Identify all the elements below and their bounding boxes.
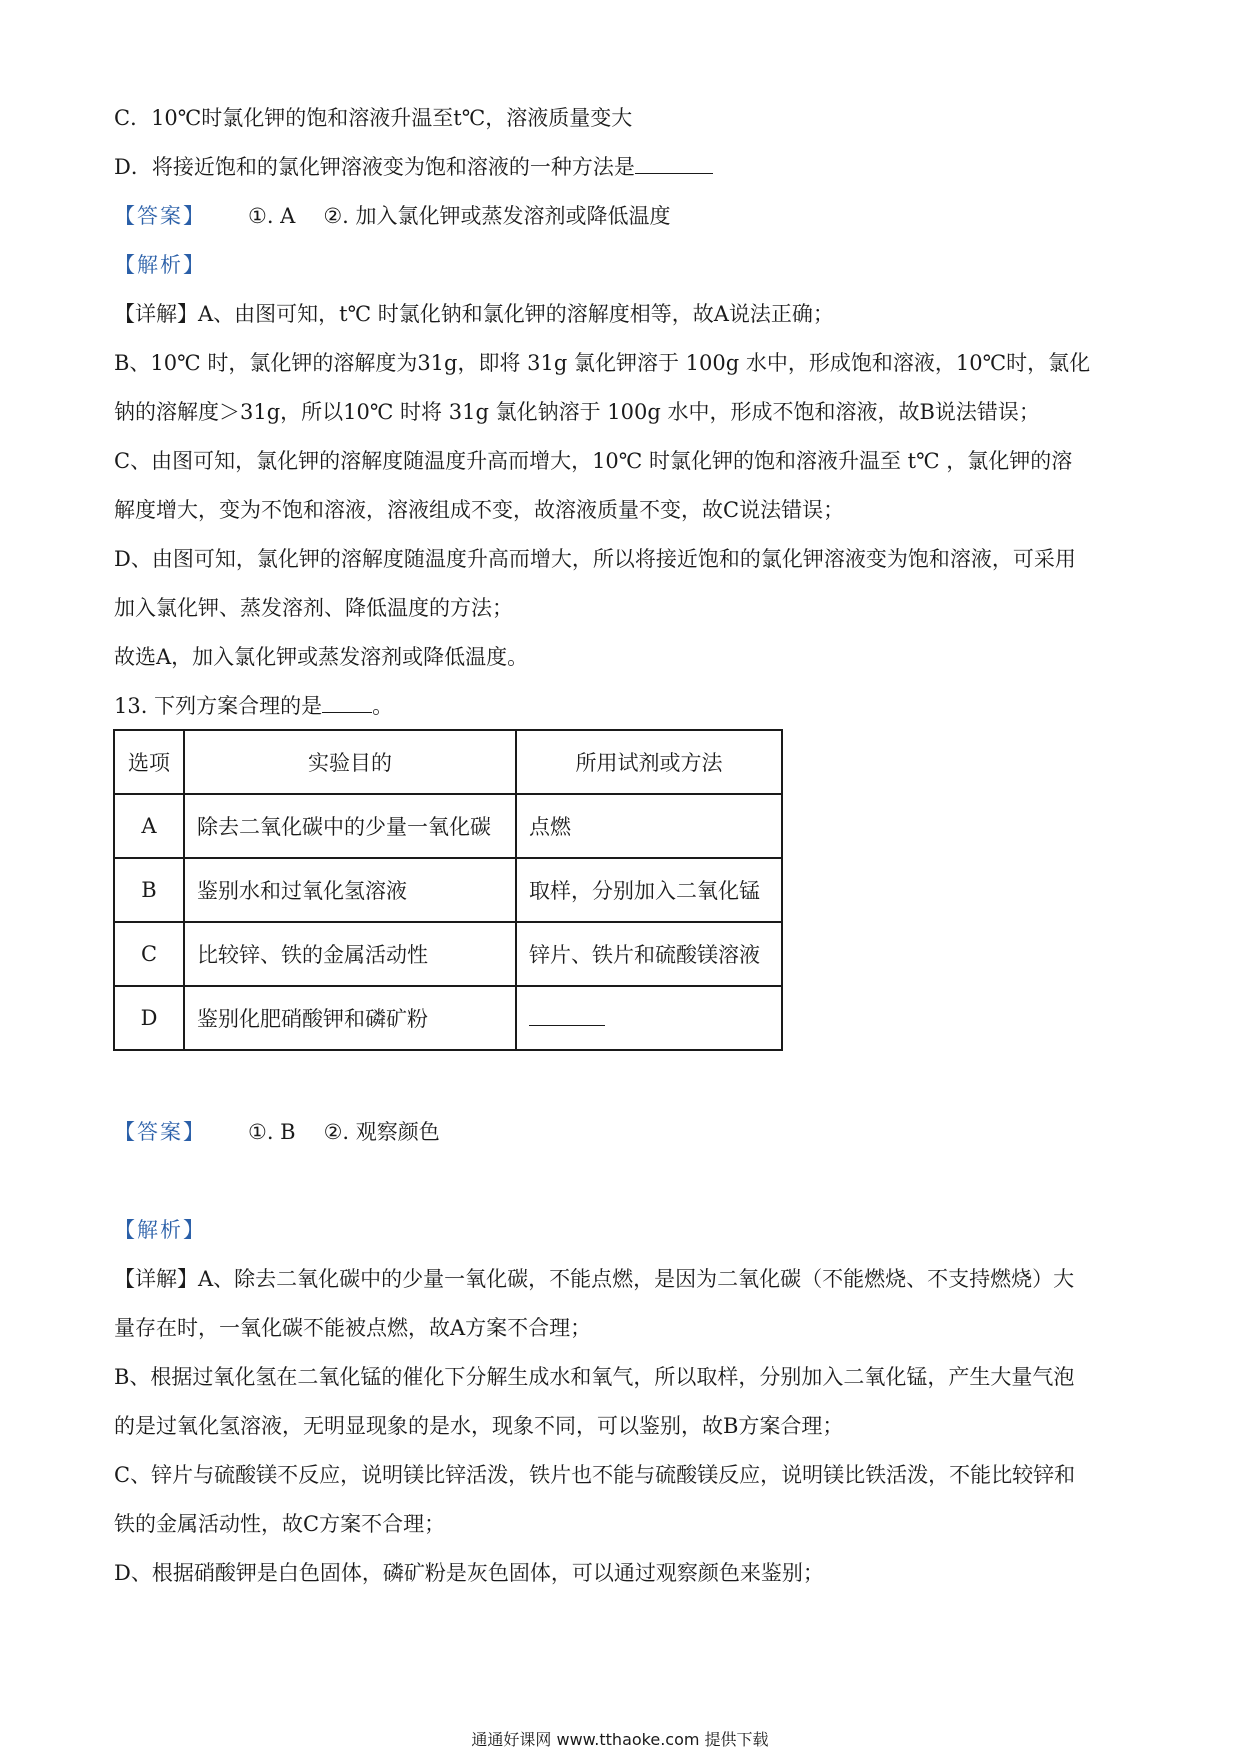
detail-line: B、根据过氧化氢在二氧化锰的催化下分解生成水和氧气，所以取样，分别加入二氧化锰，产生大量气泡 — [114, 1365, 1075, 1389]
detail-line: 铁的金属活动性，故C方案不合理； — [114, 1512, 446, 1536]
detail-line: D、根据硝酸钾是白色固体，磷矿粉是灰色固体，可以通过观察颜色来鉴别； — [114, 1561, 824, 1585]
table-cell-blank — [516, 986, 782, 1050]
analysis-tag: 【解析】 — [114, 253, 206, 277]
table-row — [114, 922, 782, 986]
answer-tag: 【答案】 — [114, 1120, 206, 1144]
table-header-cell: 所用试剂或方法 — [516, 730, 782, 794]
table-cell: C — [114, 922, 184, 986]
answer-blank — [635, 153, 713, 174]
table-row — [114, 858, 782, 922]
table-cell: 锌片、铁片和硫酸镁溶液 — [516, 922, 782, 986]
page-footer: 通通好课网 www.tthaoke.com 提供下载 — [471, 1730, 769, 1749]
question-end: 。 — [372, 694, 394, 718]
detail-line: 加入氯化钾、蒸发溶剂、降低温度的方法； — [114, 596, 513, 620]
table-cell: 鉴别化肥硝酸钾和磷矿粉 — [184, 986, 516, 1050]
detail-line: 解度增大，变为不饱和溶液，溶液组成不变，故溶液质量不变，故C说法错误； — [114, 498, 845, 522]
table-header-row — [114, 730, 782, 794]
detail-line: 故选A，加入氯化钾或蒸发溶剂或降低温度。 — [114, 645, 529, 669]
detail-line: B、10℃ 时，氯化钾的溶解度为31g，即将 31g 氯化钾溶于 100g 水中，形成饱和溶液，10℃时，氯化 — [114, 351, 1091, 375]
analysis-tag: 【解析】 — [114, 1218, 206, 1242]
answer-1: ①. A — [248, 204, 296, 228]
detail-line: C、锌片与硫酸镁不反应，说明镁比锌活泼，铁片也不能与硫酸镁反应，说明镁比铁活泼，不能比较锌和 — [114, 1463, 1076, 1487]
answer-line-q12 — [114, 201, 1126, 231]
table-cell: 比较锌、铁的金属活动性 — [184, 922, 516, 986]
answer-1: ①. B — [248, 1120, 296, 1144]
table-cell: B — [114, 858, 184, 922]
option-d — [114, 152, 1126, 182]
table-header-cell: 实验目的 — [184, 730, 516, 794]
detail-line: 【详解】A、除去二氧化碳中的少量一氧化碳，不能点燃，是因为二氧化碳（不能燃烧、不支持燃烧）大 — [114, 1267, 1075, 1291]
table-header-cell: 选项 — [114, 730, 184, 794]
question-13 — [114, 691, 1126, 721]
answer-blank — [529, 1005, 605, 1026]
analysis-tag-q12 — [114, 250, 1126, 280]
analysis-tag-q13 — [114, 1215, 1126, 1245]
detail-line: 的是过氧化氢溶液，无明显现象的是水，现象不同，可以鉴别，故B方案合理； — [114, 1414, 844, 1438]
detail-line: D、由图可知，氯化钾的溶解度随温度升高而增大，所以将接近饱和的氯化钾溶液变为饱和溶液，可采用 — [114, 547, 1076, 571]
question-blank — [322, 692, 372, 713]
detail-line: 钠的溶解度＞31g，所以10℃ 时将 31g 氯化钠溶于 100g 水中，形成不饱和溶液，故B说法错误； — [114, 400, 1040, 424]
table-cell: 取样，分别加入二氧化锰 — [516, 858, 782, 922]
option-c: C．10℃时氯化钾的饱和溶液升温至t℃，溶液质量变大 — [114, 106, 633, 130]
answer-tag: 【答案】 — [114, 204, 206, 228]
answer-2: ②. 加入氯化钾或蒸发溶剂或降低温度 — [323, 204, 671, 228]
detail-line: C、由图可知，氯化钾的溶解度随温度升高而增大，10℃ 时氯化钾的饱和溶液升温至 t℃ ，氯化钾的溶 — [114, 449, 1073, 473]
table-cell: 点燃 — [516, 794, 782, 858]
table-row — [114, 794, 782, 858]
question-text: 13. 下列方案合理的是 — [114, 694, 323, 718]
table-cell: A — [114, 794, 184, 858]
option-d-text: D．将接近饱和的氯化钾溶液变为饱和溶液的一种方法是 — [114, 155, 635, 179]
table-row — [114, 986, 782, 1050]
table-cell: 除去二氧化碳中的少量一氧化碳 — [184, 794, 516, 858]
answer-2: ②. 观察颜色 — [323, 1120, 440, 1144]
options-table — [113, 729, 783, 1051]
detail-line: 量存在时，一氧化碳不能被点燃，故A方案不合理； — [114, 1316, 592, 1340]
detail-line: 【详解】A、由图可知，t℃ 时氯化钠和氯化钾的溶解度相等，故A说法正确； — [114, 302, 834, 326]
answer-line-q13 — [114, 1117, 1126, 1147]
table-cell: 鉴别水和过氧化氢溶液 — [184, 858, 516, 922]
table-cell: D — [114, 986, 184, 1050]
